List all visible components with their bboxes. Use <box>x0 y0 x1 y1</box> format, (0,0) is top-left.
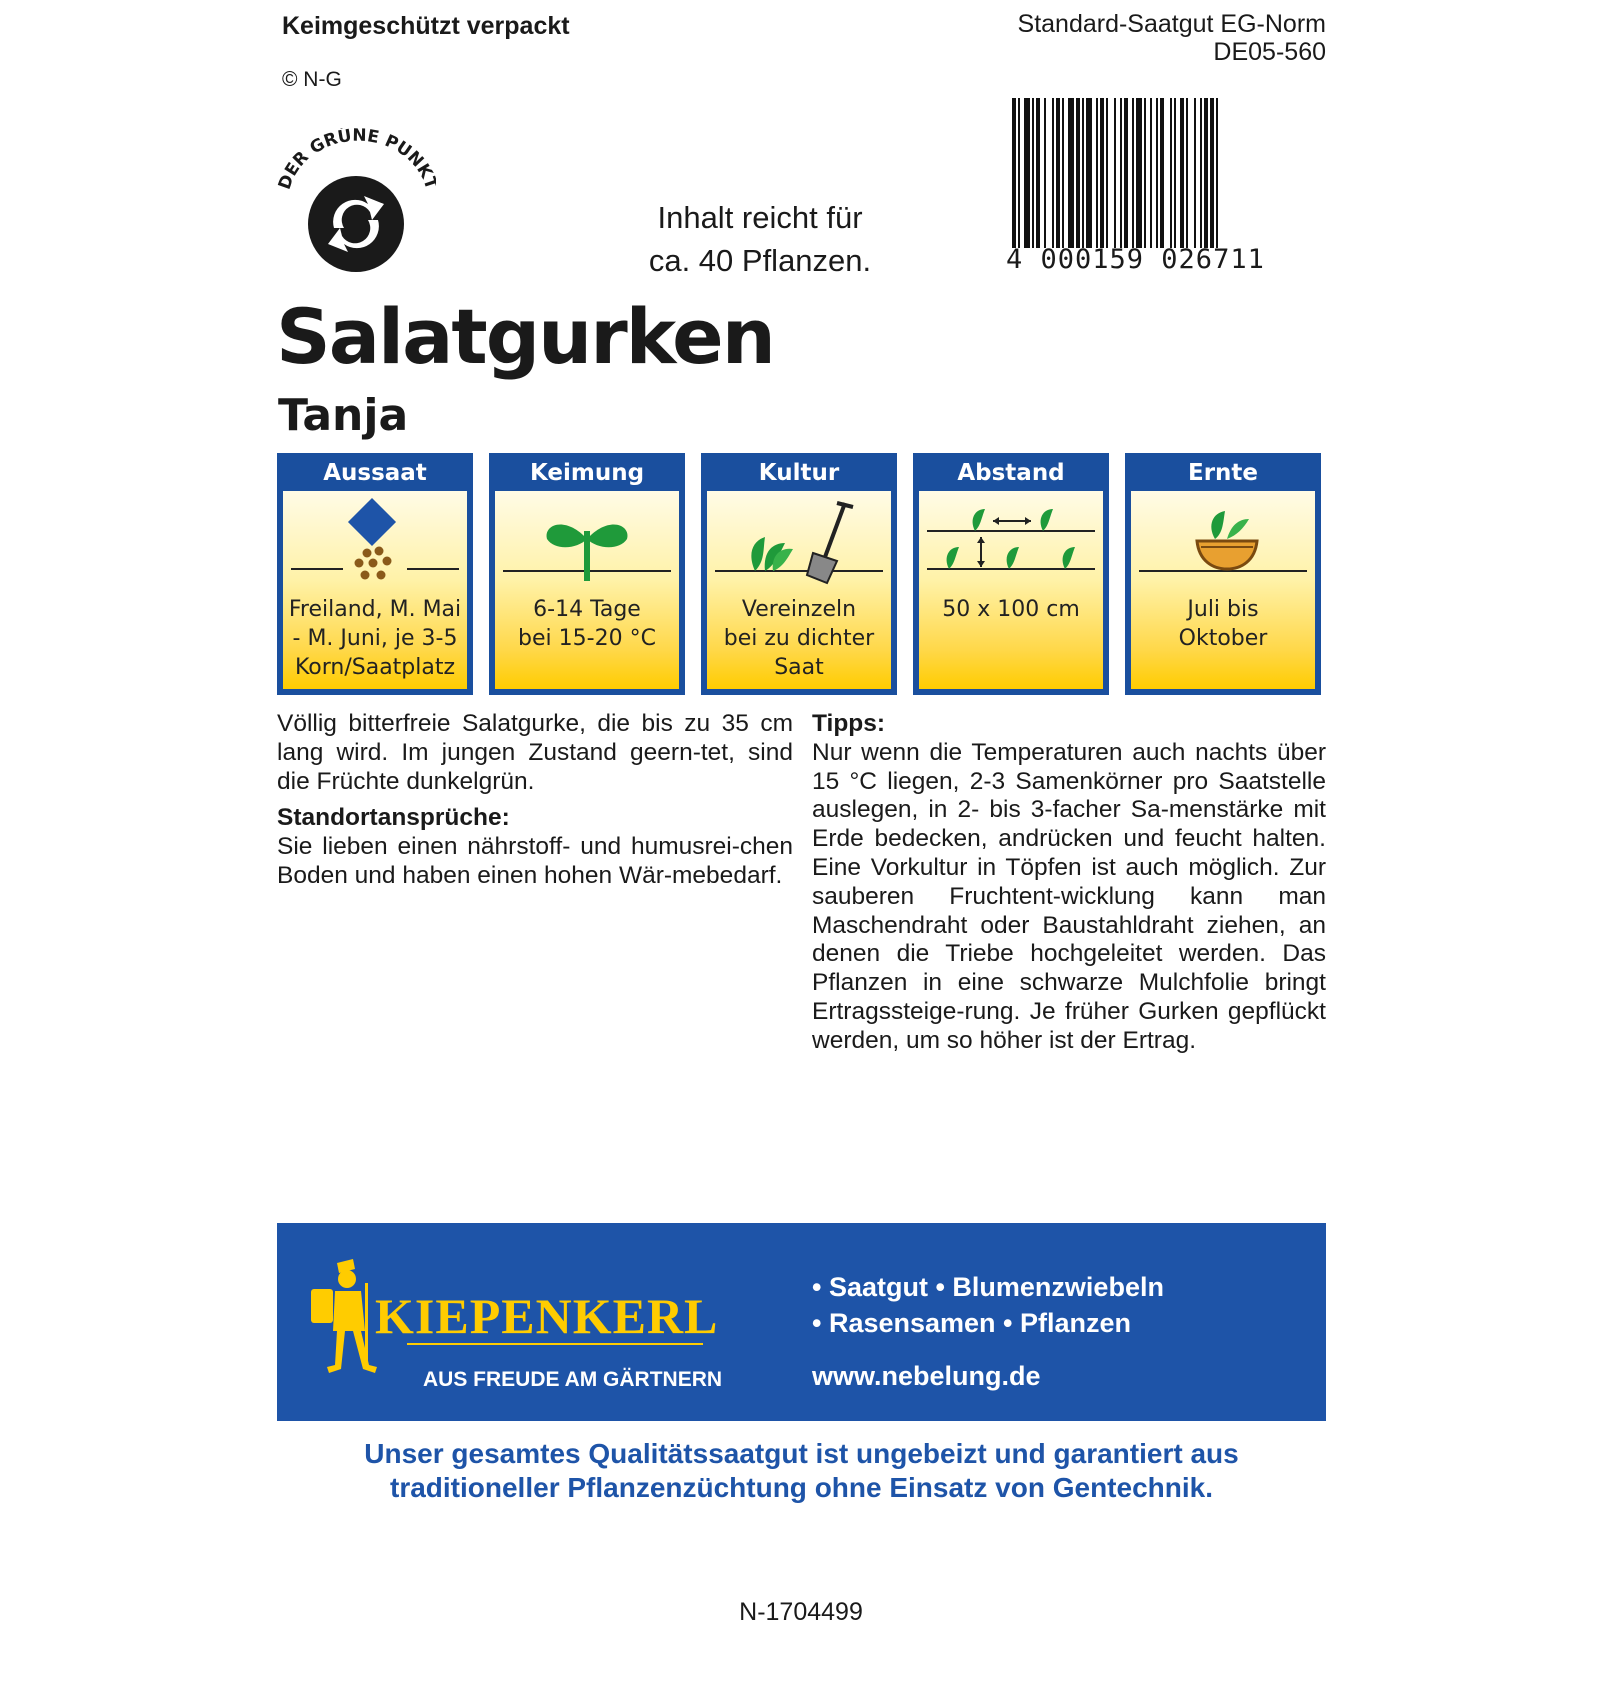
gruener-punkt-logo <box>276 128 436 278</box>
svg-text:DER GRÜNE PUNKT: DER GRÜNE PUNK <box>276 128 436 193</box>
product-range-line-2: • Rasensamen • Pflanzen <box>812 1308 1132 1338</box>
description-left-column <box>277 710 793 891</box>
barcode-number: 4 000159 026711 <box>1006 244 1265 275</box>
product-range-line-1: • Saatgut • Blumenzwiebeln <box>812 1272 1164 1302</box>
spade-plants-icon <box>707 491 891 591</box>
content-line-2: ca. 40 Pflanzen. <box>648 243 872 278</box>
barcode-bar <box>1160 98 1164 248</box>
product-name: Salatgurken <box>276 292 774 381</box>
card-line: Saat <box>774 655 824 680</box>
card-text-kultur <box>707 595 891 682</box>
spacing-icon <box>919 491 1103 591</box>
standard-label: Standard-Saatgut EG-Norm <box>1017 10 1326 38</box>
card-line: Oktober <box>1178 626 1268 651</box>
barcode-bar <box>1200 98 1202 248</box>
card-text-abstand <box>919 595 1103 624</box>
seed-packet-icon <box>283 491 467 591</box>
barcode-bar <box>1186 98 1188 248</box>
packaging-note: Keimgeschützt verpackt <box>282 12 570 40</box>
card-line: Vereinzeln <box>741 597 857 622</box>
article-number: N-1704499 <box>739 1598 863 1626</box>
copyright: © N-G <box>282 68 342 91</box>
brand-name: KIEPENKERL <box>375 1288 719 1344</box>
barcode-bar <box>1032 98 1034 248</box>
brand-slogan: AUS FREUDE AM GÄRTNERN <box>423 1368 723 1391</box>
barcode-bar <box>1144 98 1146 248</box>
card-title: Keimung <box>529 460 645 486</box>
card-keimung <box>489 453 685 695</box>
barcode-bars <box>1006 98 1326 248</box>
card-title: Kultur <box>758 460 840 486</box>
barcode-bar <box>1086 98 1092 248</box>
card-title: Ernte <box>1187 460 1259 486</box>
content-line-1: Inhalt reicht für <box>657 200 863 235</box>
barcode-bar <box>1210 98 1214 248</box>
barcode-bar <box>1136 98 1142 248</box>
quality-line-1: Unser gesamtes Qualitätssaatgut ist ungebeizt und garantiert aus <box>364 1438 1239 1469</box>
barcode-bar <box>1124 98 1128 248</box>
barcode-bar <box>1194 98 1196 248</box>
website-link[interactable]: www.nebelung.de <box>812 1361 1041 1391</box>
barcode-bar <box>1052 98 1054 248</box>
barcode-bar <box>1100 98 1104 248</box>
card-line: Juli bis <box>1187 597 1259 622</box>
card-text-ernte <box>1131 595 1315 653</box>
card-line: bei zu dichter <box>723 626 875 651</box>
barcode-bar <box>1156 98 1158 248</box>
card-text-keimung <box>495 595 679 653</box>
barcode-bar <box>1096 98 1098 248</box>
seedling-icon <box>495 491 679 591</box>
location-heading: Standortansprüche: <box>277 804 510 832</box>
product-range <box>812 1269 1164 1341</box>
card-line: 6-14 Tage <box>533 597 641 622</box>
barcode-bar <box>1024 98 1030 248</box>
content-note <box>600 196 920 282</box>
barcode-bar <box>1044 98 1046 248</box>
barcode <box>1006 98 1326 278</box>
brand-divider <box>407 1343 703 1345</box>
card-kultur <box>701 453 897 695</box>
barcode-bar <box>1204 98 1208 248</box>
barcode-bar <box>1076 98 1080 248</box>
quality-line-2: traditioneller Pflanzenzüchtung ohne Einsatz von Gentechnik. <box>390 1472 1213 1503</box>
card-text-aussaat <box>283 595 467 682</box>
card-title: Abstand <box>957 460 1065 486</box>
card-line: - M. Juni, je 3-5 <box>292 626 458 651</box>
description-right-column <box>812 710 1326 1056</box>
card-line: Korn/Saatplatz <box>294 655 456 680</box>
card-line: Freiland, M. Mai <box>288 597 462 622</box>
barcode-bar <box>1068 98 1074 248</box>
card-ernte <box>1125 453 1321 695</box>
barcode-bar <box>1114 98 1116 248</box>
intro-text: Völlig bitterfreie Salatgurke, die bis zu 35 cm lang wird. Im jungen Zustand geern-tet, sind die Früchte dunkelgrün. <box>277 710 793 795</box>
card-line: 50 x 100 cm <box>942 597 1080 622</box>
product-variety: Tanja <box>278 390 409 441</box>
card-abstand <box>913 453 1109 695</box>
barcode-bar <box>1056 98 1060 248</box>
tips-heading: Tipps: <box>812 710 886 737</box>
barcode-bar <box>1012 98 1016 248</box>
location-text: Sie lieben einen nährstoff- und humusrei-chen Boden und haben einen hohen Wär-mebedarf. <box>277 833 793 889</box>
barcode-bar <box>1216 98 1218 248</box>
barcode-bar <box>1120 98 1122 248</box>
tips-text: Nur wenn die Temperaturen auch nachts über 15 °C liegen, 2-3 Samenkörner pro Saatstelle auslegen, in 2- bis 3-facher Sa-menstärke mit Erde bedecken, andrücken und feucht halten. Eine Vorkultur in Töpfen ist auch möglich. Zur sauberen Fruchtent-wicklung kann man Maschendraht oder Baustahldraht ziehen, an denen die Triebe hochgeleitet werden. Das Pflanzen in eine schwarze Mulchfolie bringt Ertragssteige-rung. Je früher Gurken gepflückt werden, um so höher ist der Ertrag. <box>812 738 1326 1054</box>
barcode-bar <box>1132 98 1134 248</box>
card-line: bei 15-20 °C <box>518 626 656 651</box>
barcode-bar <box>1062 98 1064 248</box>
barcode-bar <box>1018 98 1020 248</box>
brand-banner <box>277 1223 1326 1421</box>
card-title: Aussaat <box>323 460 427 486</box>
barcode-bar <box>1150 98 1152 248</box>
card-aussaat <box>277 453 473 695</box>
harvest-bowl-icon <box>1131 491 1315 591</box>
standard-code: DE05-560 <box>1213 38 1326 66</box>
barcode-bar <box>1180 98 1184 248</box>
barcode-bar <box>1174 98 1176 248</box>
barcode-bar <box>1082 98 1084 248</box>
barcode-bar <box>1106 98 1108 248</box>
barcode-bar <box>1170 98 1172 248</box>
barcode-bar <box>1036 98 1040 248</box>
